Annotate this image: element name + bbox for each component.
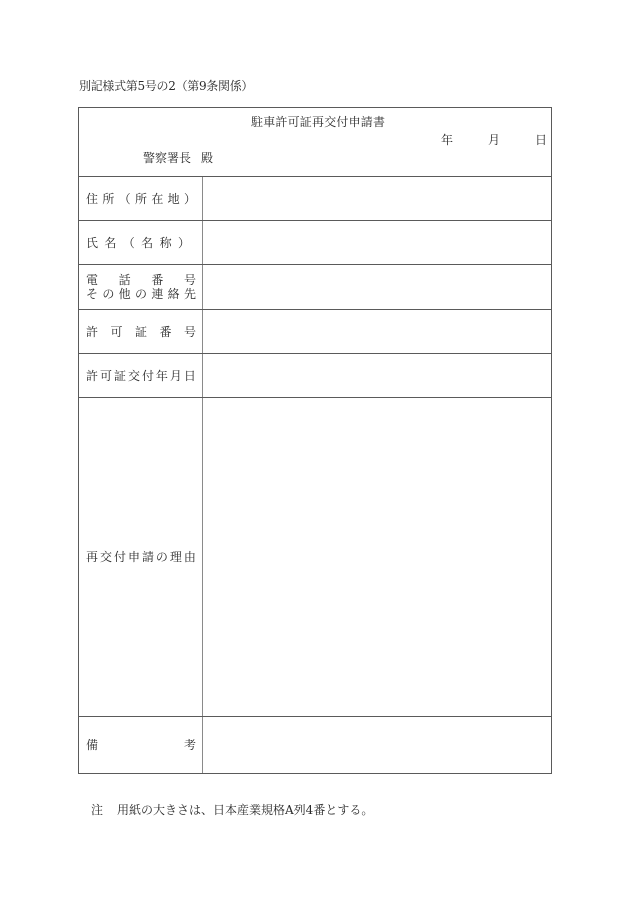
label-char: 証 bbox=[134, 324, 147, 339]
form-reference: 別記様式第5号の2（第9条関係） bbox=[79, 79, 254, 93]
label-char: 号 bbox=[183, 324, 196, 339]
row-name bbox=[79, 221, 551, 265]
label-char: 許 bbox=[86, 368, 99, 383]
label-remarks bbox=[79, 717, 203, 773]
label-char: ） bbox=[183, 191, 196, 206]
label-char: 番 bbox=[151, 273, 164, 287]
label-char: の bbox=[102, 287, 115, 301]
label-char: （ bbox=[122, 235, 135, 250]
label-char: 絡 bbox=[167, 287, 180, 301]
label-char: 可 bbox=[99, 368, 112, 383]
row-permit-number bbox=[79, 310, 551, 354]
row-address bbox=[79, 177, 551, 221]
label-char: 住 bbox=[86, 191, 99, 206]
permit-number-field[interactable] bbox=[204, 310, 551, 353]
label-char: 電 bbox=[86, 273, 99, 287]
address-field[interactable] bbox=[204, 177, 551, 220]
label-char: 付 bbox=[141, 368, 154, 383]
label-char: 話 bbox=[118, 273, 131, 287]
addressee-title: 警察署長 bbox=[143, 151, 192, 165]
label-char: （ bbox=[118, 191, 131, 206]
label-char: 許 bbox=[86, 324, 99, 339]
label-char: 先 bbox=[183, 287, 196, 301]
label-char: 再 bbox=[86, 550, 99, 564]
label-char: 年 bbox=[155, 368, 168, 383]
label-char: の bbox=[134, 287, 147, 301]
note-text: 用紙の大きさは、日本産業規格A列4番とする。 bbox=[117, 803, 374, 817]
label-char: 他 bbox=[118, 287, 131, 301]
label-char: 考 bbox=[183, 738, 196, 752]
note-mark: 注 bbox=[91, 803, 104, 817]
label-line bbox=[86, 738, 196, 752]
label-char: 理 bbox=[169, 550, 182, 564]
label-name bbox=[79, 221, 203, 264]
label-char: 番 bbox=[159, 324, 172, 339]
label-char: 日 bbox=[183, 368, 196, 383]
reissue-reason-field[interactable] bbox=[204, 398, 551, 716]
label-char: 号 bbox=[183, 273, 196, 287]
footnote bbox=[91, 801, 373, 818]
form-header bbox=[79, 108, 551, 177]
date-month-label: 月 bbox=[488, 133, 501, 147]
label-char: 請 bbox=[141, 550, 154, 564]
label-char: そ bbox=[86, 287, 99, 301]
honorific: 殿 bbox=[201, 151, 214, 165]
date-year-label: 年 bbox=[441, 133, 454, 147]
label-char: 申 bbox=[127, 550, 140, 564]
label-char: 備 bbox=[86, 738, 99, 752]
issue-date-field[interactable] bbox=[204, 354, 551, 397]
label-line bbox=[86, 273, 196, 287]
label-char: 名 bbox=[104, 235, 117, 250]
label-char: 称 bbox=[159, 235, 172, 250]
label-char: 付 bbox=[113, 550, 126, 564]
label-char: 月 bbox=[169, 368, 182, 383]
label-char: 可 bbox=[110, 324, 123, 339]
label-char: 所 bbox=[102, 191, 115, 206]
label-char: ） bbox=[177, 235, 190, 250]
phone-contact-field[interactable] bbox=[204, 265, 551, 309]
row-remarks bbox=[79, 717, 551, 773]
label-address bbox=[79, 177, 203, 220]
label-line bbox=[86, 192, 196, 206]
label-permit-number bbox=[79, 310, 203, 353]
remarks-field[interactable] bbox=[204, 717, 551, 773]
row-phone-contact bbox=[79, 265, 551, 310]
addressee bbox=[143, 149, 213, 166]
label-char: 連 bbox=[151, 287, 164, 301]
name-field[interactable] bbox=[204, 221, 551, 264]
document-title: 駐車許可証再交付申請書 bbox=[251, 115, 386, 129]
application-form-table bbox=[78, 107, 552, 774]
label-issue-date bbox=[79, 354, 203, 397]
label-line bbox=[86, 325, 196, 339]
label-char: 交 bbox=[127, 368, 140, 383]
label-phone-contact bbox=[79, 265, 203, 309]
row-issue-date bbox=[79, 354, 551, 398]
label-line bbox=[86, 287, 196, 301]
label-reissue-reason bbox=[79, 398, 203, 716]
label-char: 名 bbox=[141, 235, 154, 250]
label-char: 交 bbox=[99, 550, 112, 564]
label-char: の bbox=[155, 550, 168, 564]
label-char: 証 bbox=[113, 368, 126, 383]
label-line bbox=[86, 236, 190, 250]
label-line bbox=[86, 550, 196, 564]
label-char: 由 bbox=[183, 550, 196, 564]
label-char: 氏 bbox=[86, 235, 99, 250]
date-day-label: 日 bbox=[535, 133, 548, 147]
row-reissue-reason bbox=[79, 398, 551, 717]
label-line bbox=[86, 369, 196, 383]
label-char: 所 bbox=[134, 191, 147, 206]
label-char: 在 bbox=[151, 191, 164, 206]
label-char: 地 bbox=[167, 191, 180, 206]
